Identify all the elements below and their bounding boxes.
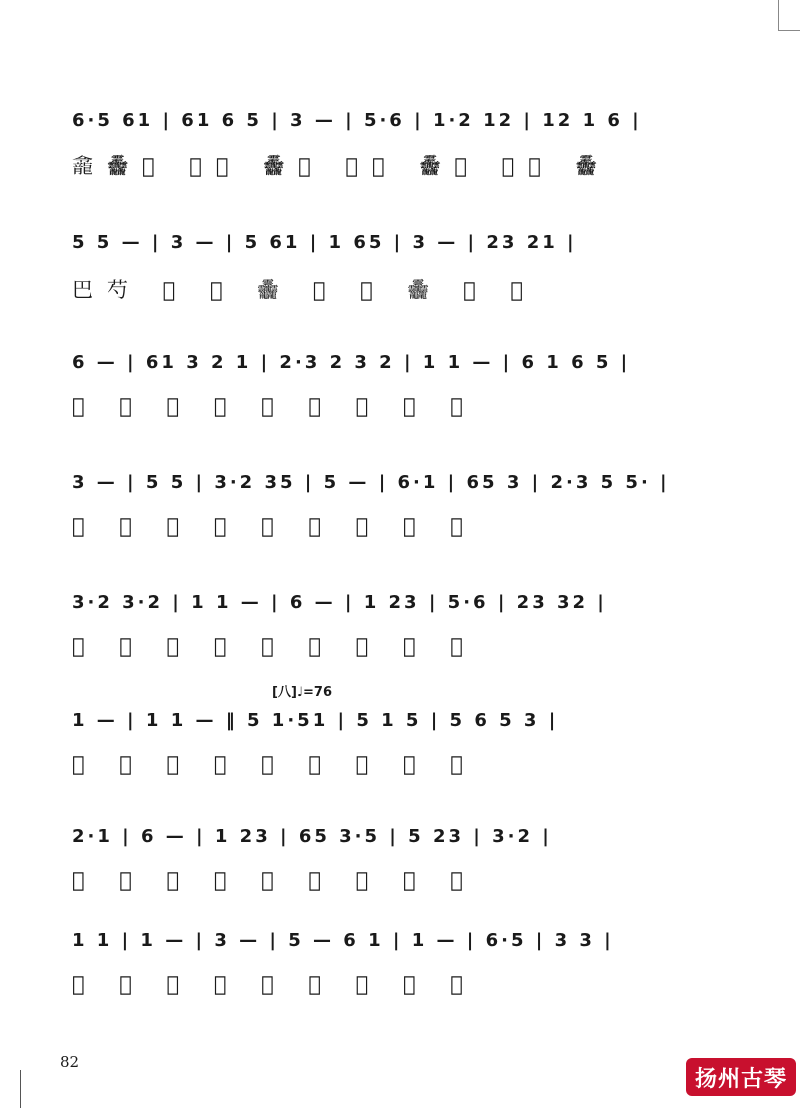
notation-row: 6·5 61 | 61 6 5 | 3 — | 5·6 | 1·2 12 | 12 1 6 | xyxy=(72,110,642,131)
tablature-row: 𰢳 𱁬 𰢳 𱁪 𰢳 𱁬 𰢳 𱁪 𰢳 xyxy=(72,514,477,538)
crop-mark xyxy=(778,0,800,31)
notation-row: 1 1 | 1 — | 3 — | 5 — 6 1 | 1 — | 6·5 | 3 3 | xyxy=(72,930,614,951)
tablature-row: 𰢲 𱁬 𰢳 𱁪 𰢳 𱁪 𱁬 𰢳 𱁪 xyxy=(72,394,477,418)
notation-row: 2·1 | 6 — | 1 23 | 65 3·5 | 5 23 | 3·2 | xyxy=(72,826,552,847)
notation-row: 3 — | 5 5 | 3·2 35 | 5 — | 6·1 | 65 3 | 2·3 5 5· | xyxy=(72,472,670,493)
watermark-logo: 扬州古琴 xyxy=(686,1058,796,1096)
notation-row: 3·2 3·2 | 1 1 — | 6 — | 1 23 | 5·6 | 23 32 | xyxy=(72,592,607,613)
tablature-row: 𰢳 𱁬 𰢳 𱁪 𰢳 𱁬 𰢳 𱁪 𰢳 xyxy=(72,634,477,658)
notation-row: 5 5 — | 3 — | 5 61 | 1 65 | 3 — | 23 21 | xyxy=(72,232,577,253)
page-number: 82 xyxy=(60,1053,80,1071)
section-marker: [八]♩=76 xyxy=(272,685,332,700)
notation-row: 1 — | 1 1 — ‖ 5 1·51 | 5 1 5 | 5 6 5 3 | xyxy=(72,710,559,731)
tablature-row: 𰢳 𱁬 𰢳 𱁪 团 𰢳 𱁬 𰢳 𱁪 xyxy=(72,752,477,776)
tablature-row: 巴芍 𰢲 𰢳 𱁬 𰢳 𱁪 𱁬 𰢳 𱁪 xyxy=(72,278,538,302)
tablature-row: 𰢳 𱁬 𰢳 𱁪 𰢳 𱁬 𰢳 𱁪 𰢳 xyxy=(72,868,477,892)
tablature-row: 𪚙𱁬𰢳 𱁪𰢳 𱁬𰢳 𱁪𰢳 𱁬𰢳 𱁪𰢳 𱁬 xyxy=(72,154,611,178)
tablature-row: 𰢳 𱁬 𰢳 𱁪 𰢳 𱁬 𰢳 𱁪 𰢳 xyxy=(72,972,477,996)
notation-row: 6 — | 61 3 2 1 | 2·3 2 3 2 | 1 1 — | 6 1 6 5 | xyxy=(72,352,631,373)
margin-rule xyxy=(20,1070,21,1108)
